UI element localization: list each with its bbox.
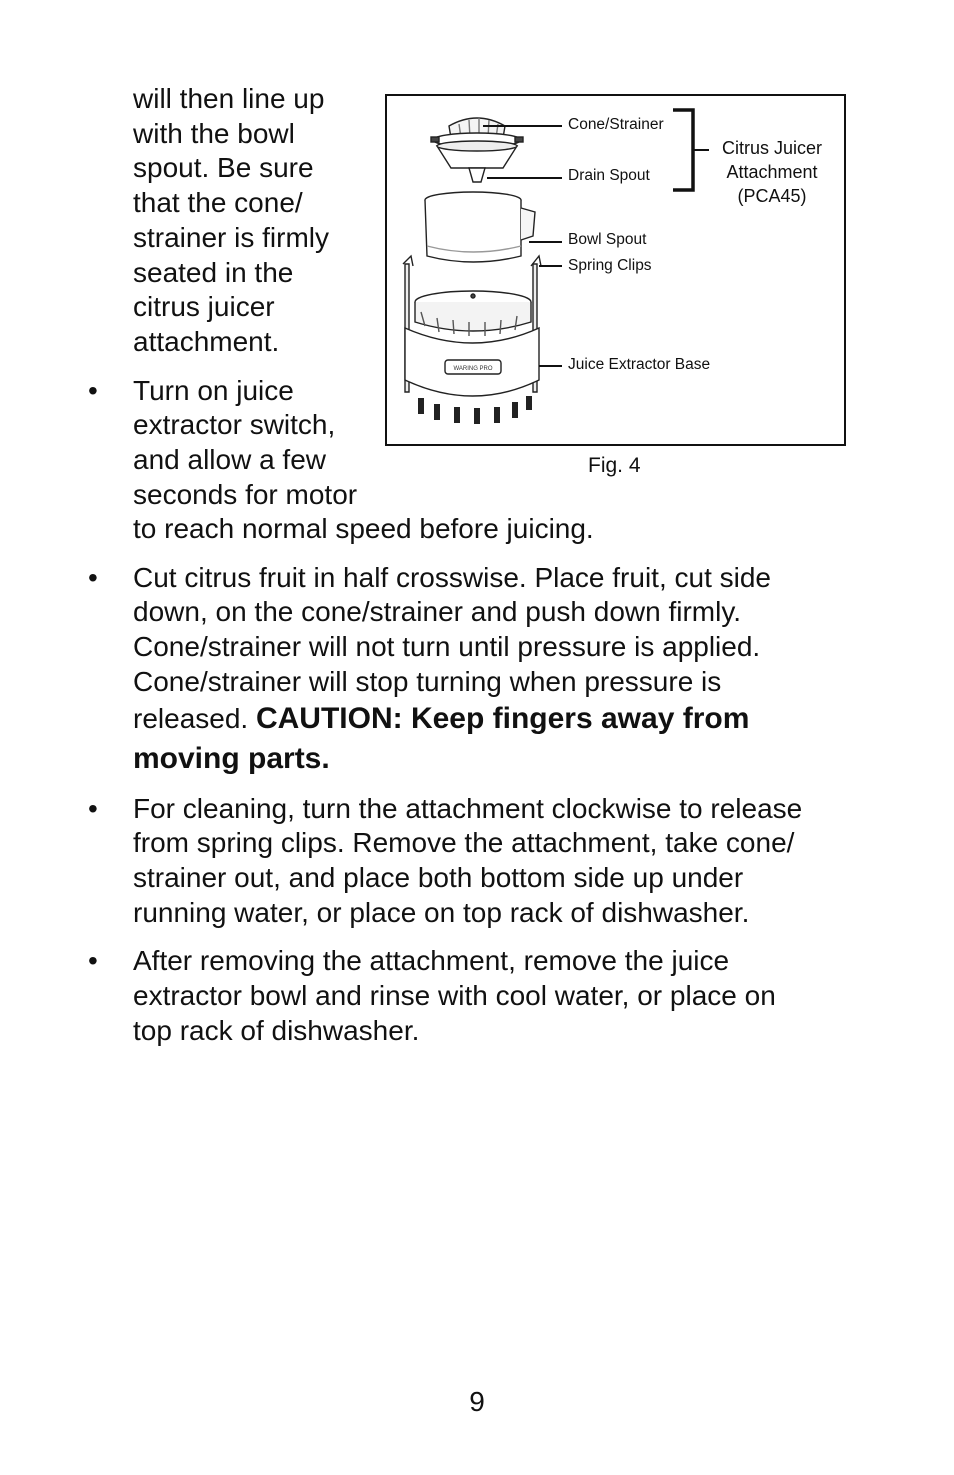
bullet-line: Cone/strainer will not turn until pressure is applied. — [133, 631, 761, 662]
bullet-line: from spring clips. Remove the attachment, take cone/ — [133, 827, 795, 858]
bullet-line: top rack of dishwasher. — [133, 1015, 420, 1046]
juicer-bowl-drawing — [425, 192, 535, 262]
intro-line: seated in the — [133, 257, 294, 288]
group-label-line: Attachment — [726, 162, 818, 182]
bullet-symbol: • — [88, 562, 98, 593]
citrus-juicer-attachment-label — [707, 136, 837, 208]
bullet-line: running water, or place on top rack of dishwasher. — [133, 897, 750, 928]
callout-bowl-spout: Bowl Spout — [568, 231, 647, 248]
caution-text: CAUTION: Keep fingers away from — [255, 702, 750, 735]
figure-caption: Fig. 4 — [588, 454, 641, 477]
bullet-line: released. — [133, 703, 249, 734]
bullet-line: down, on the cone/strainer and push down firmly. — [133, 596, 742, 627]
intro-line: will then line up — [133, 83, 325, 114]
bullet-symbol: • — [88, 945, 98, 976]
bullet-line: strainer out, and place both bottom side up under — [133, 862, 744, 893]
intro-line: spout. Be sure — [133, 152, 314, 183]
intro-line: with the bowl — [133, 118, 295, 149]
callout-drain-spout: Drain Spout — [568, 167, 650, 184]
bullet-line: Cone/strainer will stop turning when pressure is — [133, 666, 722, 697]
bullet-symbol: • — [88, 375, 98, 406]
intro-line: attachment. — [133, 326, 280, 357]
bullet-line: and allow a few — [133, 444, 327, 475]
intro-line: strainer is firmly — [133, 222, 330, 253]
bullet-line: For cleaning, turn the attachment clockwise to release — [133, 793, 803, 824]
bullet-line-with-caution — [133, 702, 749, 737]
intro-line: citrus juicer — [133, 291, 275, 322]
bullet-line: Turn on juice — [133, 375, 294, 406]
cone-strainer-drawing — [431, 118, 523, 182]
bullet-line: After removing the attachment, remove the juice — [133, 945, 730, 976]
bullet-line: extractor switch, — [133, 409, 336, 440]
figure-4-diagram — [385, 94, 846, 446]
juicer-base-drawing — [405, 291, 539, 424]
group-label-line: (PCA45) — [737, 186, 807, 206]
callout-cone-strainer: Cone/Strainer — [568, 116, 664, 133]
bullet-line: to reach normal speed before juicing. — [133, 513, 594, 544]
callout-spring-clips: Spring Clips — [568, 257, 652, 274]
caution-text: moving parts. — [133, 742, 330, 775]
bullet-line: extractor bowl and rinse with cool water, or place on — [133, 980, 776, 1011]
group-label-line: Citrus Juicer — [721, 138, 823, 158]
bullet-symbol: • — [88, 793, 98, 824]
brand-logo-text: WARING PRO — [453, 366, 493, 372]
callout-juice-extractor-base: Juice Extractor Base — [568, 356, 711, 373]
bullet-line: seconds for motor — [133, 479, 358, 510]
intro-line: that the cone/ — [133, 187, 303, 218]
page-number: 9 — [469, 1386, 485, 1417]
bullet-line: Cut citrus fruit in half crosswise. Place fruit, cut side — [133, 562, 771, 593]
